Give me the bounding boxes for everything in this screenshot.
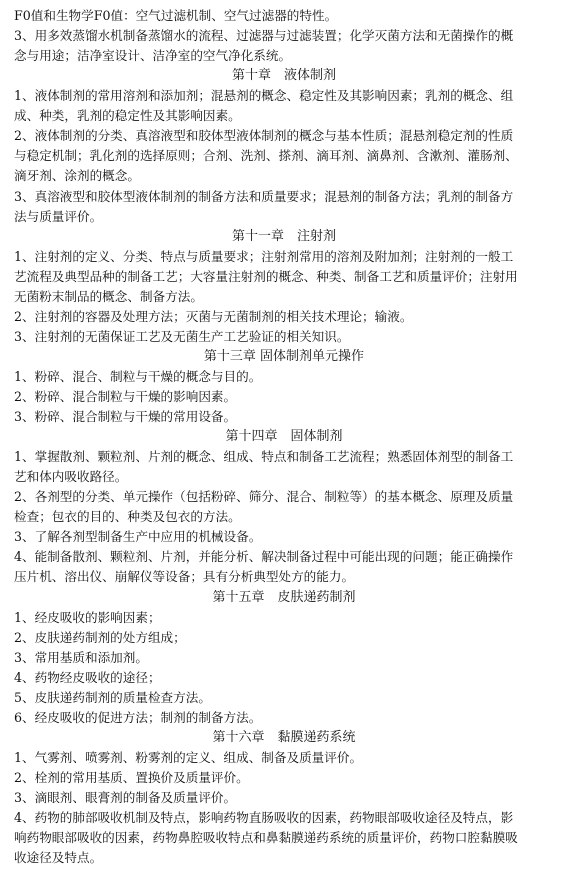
chapter-heading: 第十六章 黏膜递药系统 [212, 729, 356, 745]
body-text-line: 3、真溶液型和胶体型液体制剂的制备方法和质量要求；混悬剂的制备方法；乳剂的制备方 [14, 188, 514, 204]
body-text-line: 1、经皮吸收的影响因素； [14, 609, 161, 625]
chapter-heading: 第十章 液体制剂 [231, 68, 336, 84]
body-text-line: 与稳定机制；乳化剂的选择原则；合剂、洗剂、搽剂、滴耳剂、滴鼻剂、含漱剂、灌肠剂、 [14, 148, 518, 164]
body-text-line: 1、液体制剂的常用溶剂和添加剂；混悬剂的概念、稳定性及其影响因素；乳剂的概念、组 [14, 88, 514, 104]
body-text-line: 1、掌握散剂、颗粒剂、片剂的概念、组成、特点和制备工艺流程；熟悉固体剂型的制备工 [14, 449, 514, 465]
body-text-line: 2、粉碎、混合制粒与干燥的影响因素。 [14, 388, 237, 404]
body-text-line: 1、气雾剂、喷雾剂、粉雾剂的定义、组成、制备及质量评价。 [14, 749, 363, 765]
body-text-line: 4、药物的肺部吸收机制及特点，影响药物直肠吸收的因素，药物眼部吸收途径及特点，影 [14, 810, 514, 825]
body-text-line: 3、滴眼剂、眼膏剂的制备及质量评价。 [14, 790, 237, 805]
body-text-line: 5、皮肤递药制剂的质量检查方法。 [14, 689, 211, 705]
body-text-line: 压片机、溶出仪、崩解仪等设备；具有分析典型处方的能力。 [14, 569, 355, 585]
body-text-line: F0值和生物学F0值：空气过滤机制、空气过滤器的特性。 [14, 8, 338, 23]
body-text-line: 4、药物经皮吸收的途径； [14, 669, 161, 685]
chapter-heading: 第十三章 固体制剂单元操作 [203, 348, 365, 364]
body-text-line: 3、用多效蒸馏水机制备蒸馏水的流程、过滤器与过滤装置；化学灭菌方法和无菌操作的概 [14, 28, 514, 44]
body-text-line: 3、了解各剂型制备生产中应用的机械设备。 [14, 529, 262, 545]
body-text-line: 3、注射剂的无菌保证工艺及无菌生产工艺验证的相关知识。 [14, 328, 350, 344]
body-text-line: 无菌粉末制品的概念、制备方法。 [14, 288, 203, 304]
body-text-line: 滴牙剂、涂剂的概念。 [14, 168, 140, 184]
body-text-line: 艺和体内吸收路径。 [14, 469, 128, 485]
body-text-line: 艺流程及典型品种的制备工艺；大容量注射剂的概念、种类、制备工艺和质量评价；注射用 [14, 268, 518, 284]
body-text-line: 2、各剂型的分类、单元操作（包括粉碎、筛分、混合、制粒等）的基本概念、原理及质量 [14, 489, 514, 505]
chapter-heading: 第十一章 注射剂 [231, 228, 336, 244]
body-text-line: 法与质量评价。 [14, 208, 103, 224]
body-text-line: 1、注射剂的定义、分类、特点与质量要求；注射剂常用的溶剂及附加剂；注射剂的一般工 [14, 248, 514, 264]
chapter-heading: 第十五章 皮肤递药制剂 [212, 589, 356, 605]
body-text-line: 3、常用基质和添加剂。 [14, 649, 148, 665]
body-text-line: 2、液体制剂的分类、真溶液型和胶体型液体制剂的概念与基本性质；混悬剂稳定剂的性质 [14, 128, 514, 144]
body-text-line: 1、粉碎、混合、制粒与干燥的概念与目的。 [14, 368, 262, 384]
body-text-line: 响药物眼部吸收的因素，药物鼻腔吸收特点和鼻黏膜递药系统的质量评价，药物口腔黏膜吸 [14, 830, 518, 846]
body-text-line: 2、栓剂的常用基质、置换价及质量评价。 [14, 769, 249, 785]
body-text-line: 念与用途；洁净室设计、洁净室的空气净化系统。 [14, 48, 292, 64]
body-text-line: 收途径及特点。 [14, 850, 103, 866]
body-text-line: 2、注射剂的容器及处理方法；灭菌与无菌制剂的相关技术理论；输液。 [14, 308, 413, 324]
body-text-line: 3、粉碎、混合制粒与干燥的常用设备。 [14, 409, 237, 424]
chapter-heading: 第十四章 固体制剂 [225, 429, 343, 445]
body-text-line: 检查；包衣的目的、种类及包衣的方法。 [14, 509, 241, 525]
body-text-line: 成、种类，乳剂的稳定性及其影响因素。 [14, 108, 241, 124]
body-text-line: 6、经皮吸收的促进方法；制剂的制备方法。 [14, 709, 262, 725]
body-text-line: 4、能制备散剂、颗粒剂、片剂，并能分析、解决制备过程中可能出现的问题；能正确操作 [14, 549, 514, 565]
body-text-line: 2、皮肤递药制剂的处方组成； [14, 629, 186, 645]
